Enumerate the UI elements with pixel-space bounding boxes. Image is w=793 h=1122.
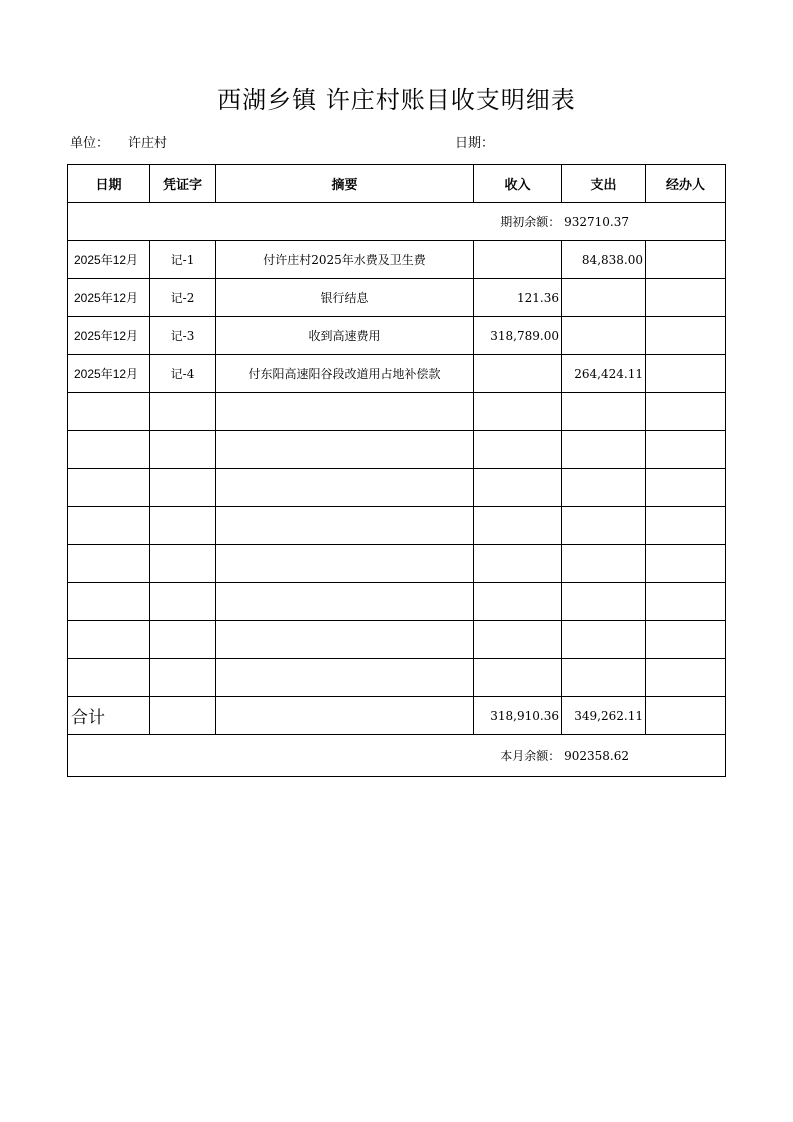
empty-cell: [474, 469, 562, 507]
row-voucher: 记-4: [150, 355, 216, 393]
header-income: 收入: [474, 165, 562, 203]
header-row: [68, 165, 726, 203]
empty-cell: [474, 659, 562, 697]
empty-row: [68, 469, 726, 507]
empty-row: [68, 545, 726, 583]
empty-cell: [216, 469, 474, 507]
empty-cell: [562, 583, 646, 621]
empty-cell: [562, 431, 646, 469]
empty-cell: [68, 621, 150, 659]
empty-cell: [68, 431, 150, 469]
header-date: 日期: [68, 165, 150, 203]
row-summary: 付许庄村2025年水费及卫生费: [216, 241, 474, 279]
unit-label: 单位：: [70, 136, 110, 151]
closing-balance: 本月余额： 902358.62: [68, 735, 726, 777]
empty-cell: [68, 393, 150, 431]
row-summary: 付东阳高速阳谷段改道用占地补偿款: [216, 355, 474, 393]
empty-cell: [646, 697, 726, 735]
row-handler: [646, 317, 726, 355]
empty-row: [68, 583, 726, 621]
row-summary: 银行结息: [216, 279, 474, 317]
empty-cell: [562, 621, 646, 659]
empty-cell: [216, 659, 474, 697]
ledger-table: [67, 164, 726, 777]
row-income: 121.36: [474, 279, 562, 317]
header-expense: 支出: [562, 165, 646, 203]
table-row: [68, 279, 726, 317]
empty-cell: [646, 545, 726, 583]
empty-cell: [474, 507, 562, 545]
empty-cell: [68, 659, 150, 697]
empty-cell: [646, 431, 726, 469]
row-handler: [646, 241, 726, 279]
row-voucher: 记-2: [150, 279, 216, 317]
empty-row: [68, 431, 726, 469]
unit-value: 许庄村: [128, 136, 168, 151]
row-summary: 收到高速费用: [216, 317, 474, 355]
empty-cell: [150, 431, 216, 469]
closing-balance-row: [68, 735, 726, 777]
empty-cell: [216, 545, 474, 583]
empty-cell: [150, 583, 216, 621]
empty-cell: [646, 621, 726, 659]
empty-cell: [150, 697, 216, 735]
empty-cell: [474, 431, 562, 469]
empty-row: [68, 659, 726, 697]
empty-cell: [216, 583, 474, 621]
empty-cell: [646, 507, 726, 545]
empty-cell: [68, 545, 150, 583]
empty-row: [68, 393, 726, 431]
row-income: 318,789.00: [474, 317, 562, 355]
empty-cell: [562, 469, 646, 507]
row-handler: [646, 355, 726, 393]
empty-cell: [68, 583, 150, 621]
empty-cell: [646, 583, 726, 621]
empty-cell: [150, 659, 216, 697]
row-income: [474, 241, 562, 279]
empty-cell: [150, 545, 216, 583]
empty-cell: [150, 507, 216, 545]
opening-balance: 期初余额： 932710.37: [68, 203, 726, 241]
empty-cell: [474, 393, 562, 431]
table-row: [68, 241, 726, 279]
total-income: 318,910.36: [474, 697, 562, 735]
empty-cell: [474, 621, 562, 659]
total-label: 合计: [68, 697, 150, 735]
header-summary: 摘要: [216, 165, 474, 203]
empty-row: [68, 621, 726, 659]
empty-cell: [562, 659, 646, 697]
row-expense: [562, 317, 646, 355]
row-date: 2025年12月: [68, 317, 150, 355]
opening-balance-row: [68, 203, 726, 241]
table-row: [68, 317, 726, 355]
empty-cell: [216, 507, 474, 545]
empty-cell: [150, 621, 216, 659]
empty-cell: [150, 393, 216, 431]
empty-cell: [646, 393, 726, 431]
header-voucher: 凭证字: [150, 165, 216, 203]
row-date: 2025年12月: [68, 355, 150, 393]
row-voucher: 记-3: [150, 317, 216, 355]
total-expense: 349,262.11: [562, 697, 646, 735]
empty-cell: [474, 545, 562, 583]
row-handler: [646, 279, 726, 317]
row-date: 2025年12月: [68, 279, 150, 317]
total-row: [68, 697, 726, 735]
header-handler: 经办人: [646, 165, 726, 203]
empty-cell: [474, 583, 562, 621]
table-row: [68, 355, 726, 393]
empty-cell: [216, 697, 474, 735]
empty-cell: [646, 659, 726, 697]
row-expense: [562, 279, 646, 317]
empty-cell: [216, 431, 474, 469]
row-date: 2025年12月: [68, 241, 150, 279]
empty-cell: [68, 507, 150, 545]
empty-cell: [562, 393, 646, 431]
empty-cell: [562, 507, 646, 545]
empty-cell: [216, 621, 474, 659]
row-voucher: 记-1: [150, 241, 216, 279]
page-title: 西湖乡镇 许庄村账目收支明细表: [217, 86, 576, 114]
row-expense: 84,838.00: [562, 241, 646, 279]
empty-cell: [562, 545, 646, 583]
empty-cell: [68, 469, 150, 507]
empty-cell: [646, 469, 726, 507]
row-income: [474, 355, 562, 393]
row-expense: 264,424.11: [562, 355, 646, 393]
empty-cell: [216, 393, 474, 431]
empty-cell: [150, 469, 216, 507]
empty-row: [68, 507, 726, 545]
date-label: 日期：: [455, 136, 495, 151]
